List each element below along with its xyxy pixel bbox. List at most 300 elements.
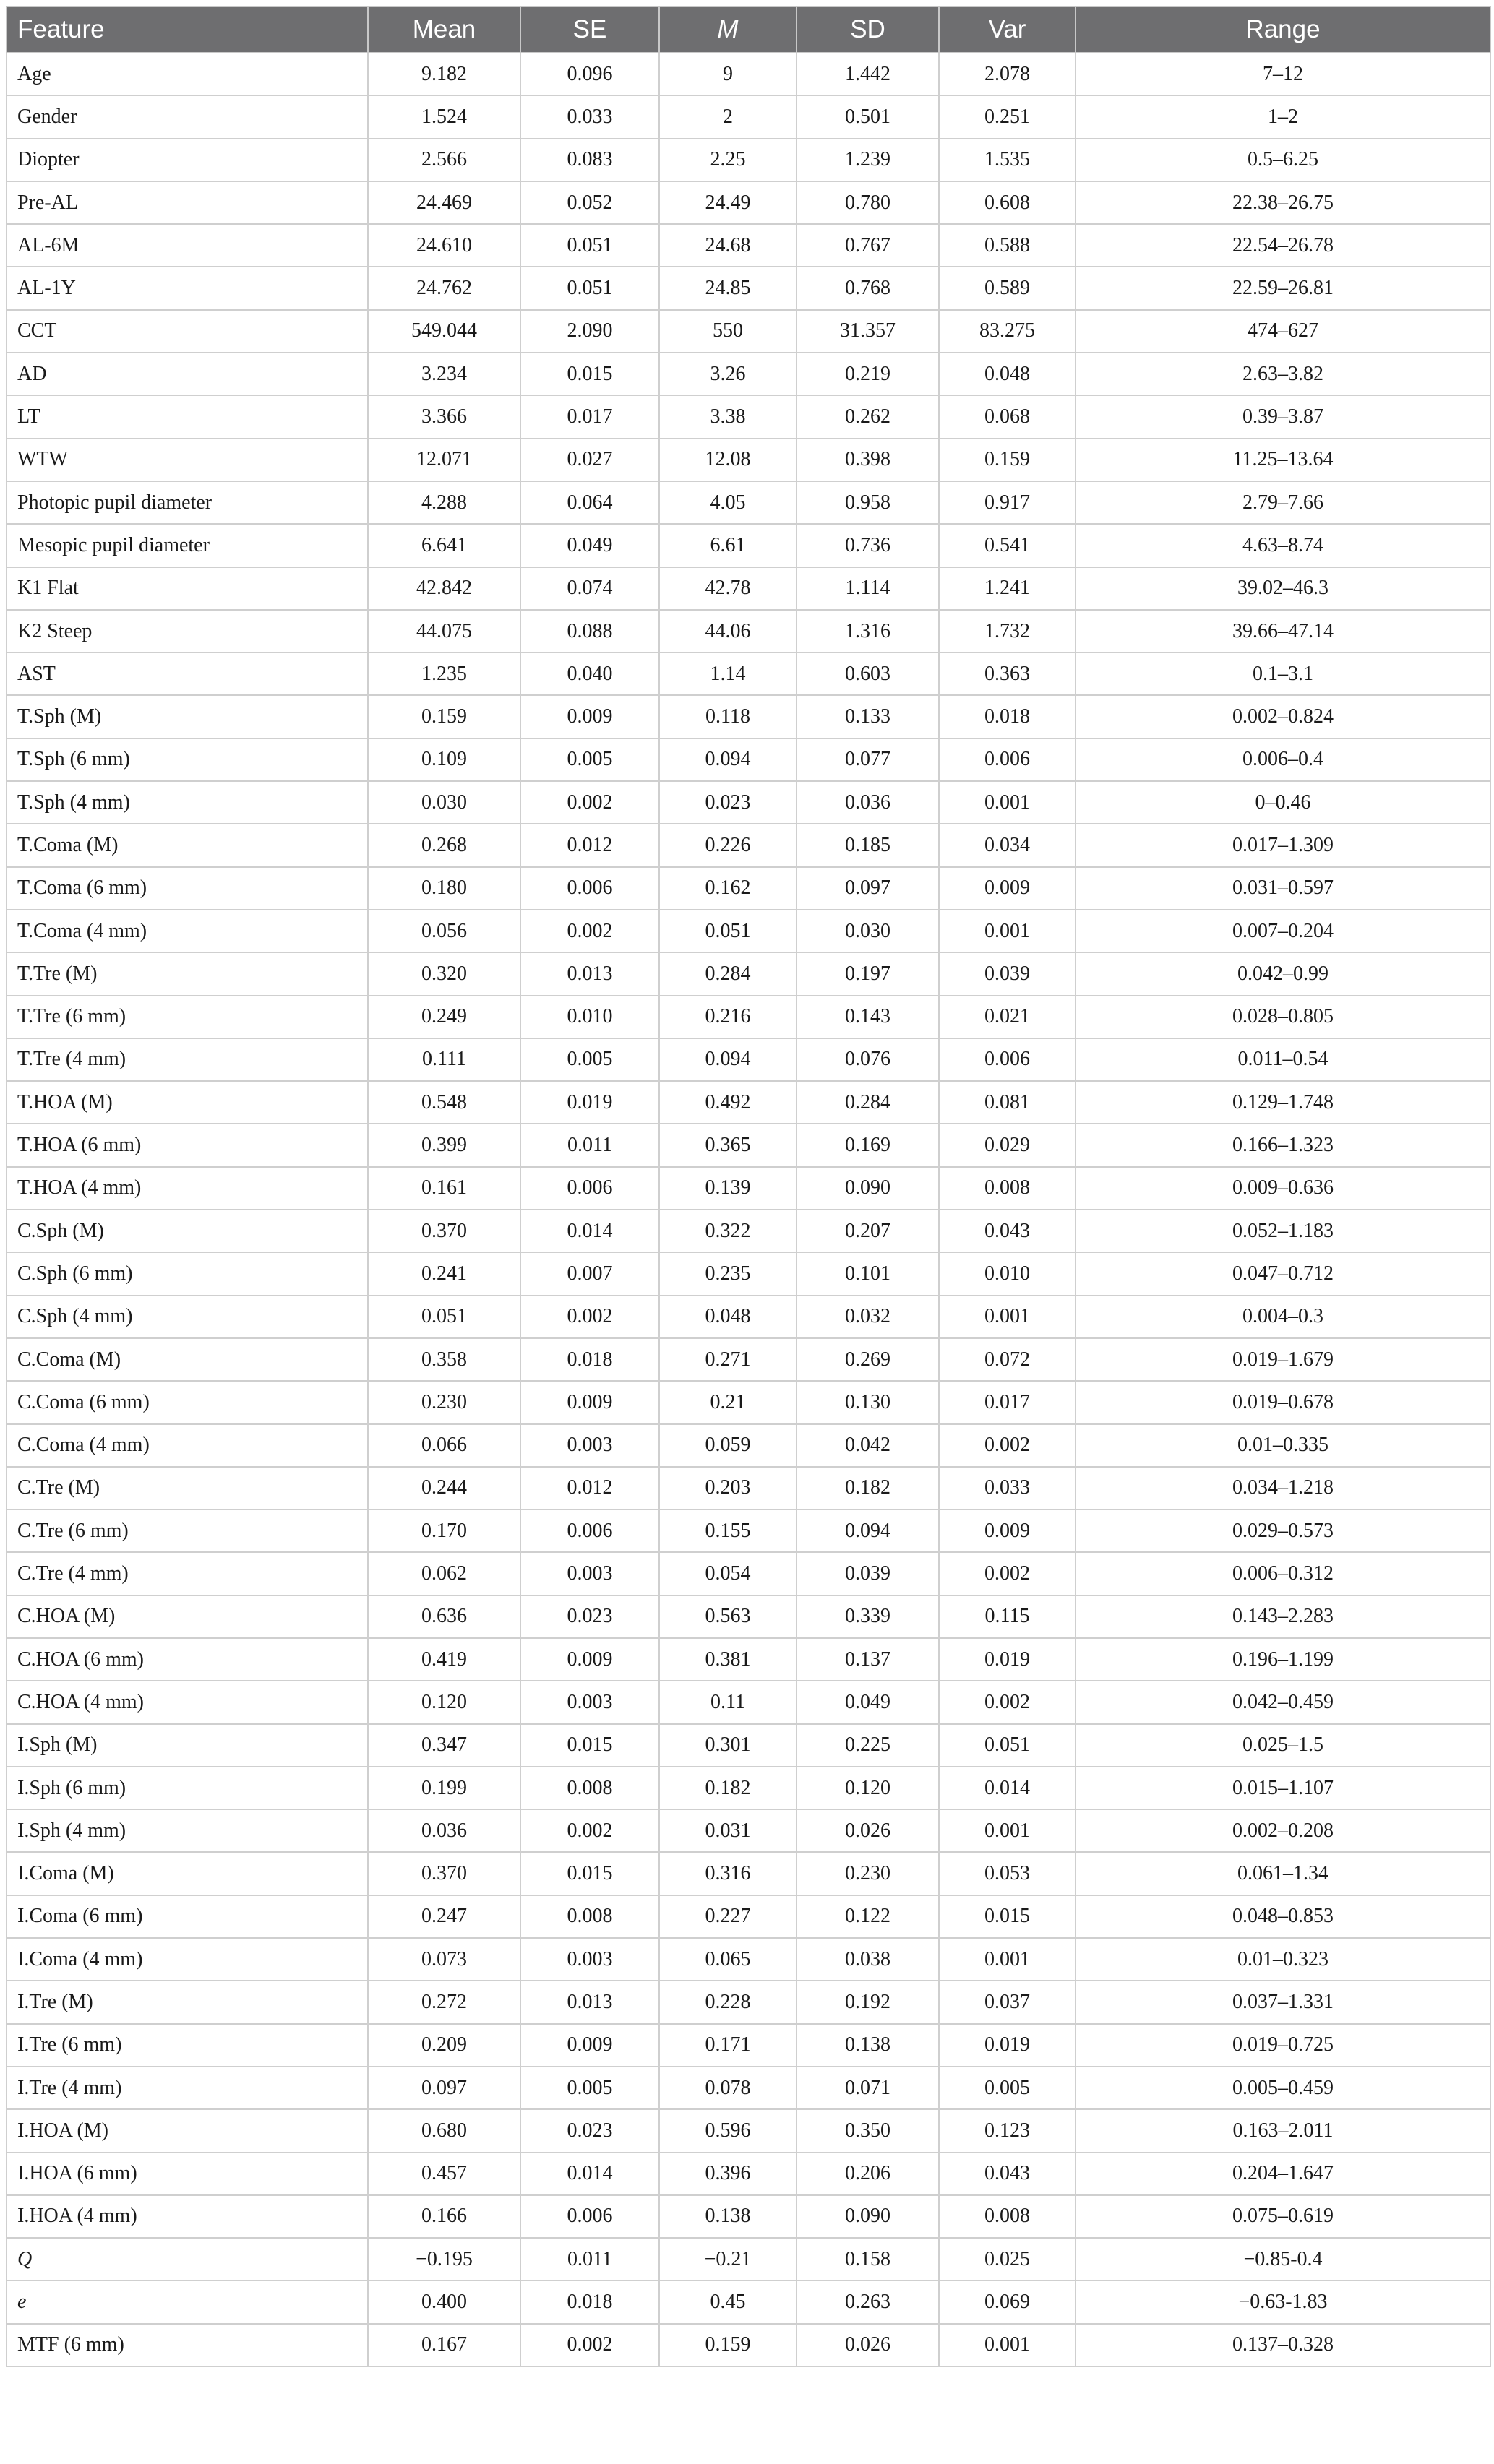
mean-cell: 0.249 <box>368 996 520 1038</box>
median-cell: 0.322 <box>659 1210 797 1252</box>
feature-cell: C.Coma (6 mm) <box>7 1381 368 1423</box>
table-row <box>7 1724 1490 1767</box>
range-cell: 0.009–0.636 <box>1076 1167 1490 1210</box>
var-cell: 0.072 <box>939 1338 1076 1381</box>
se-cell: 0.015 <box>520 353 659 395</box>
range-cell: 0.052–1.183 <box>1076 1210 1490 1252</box>
sd-cell: 0.122 <box>797 1895 939 1938</box>
se-cell: 0.008 <box>520 1895 659 1938</box>
median-cell: 9 <box>659 53 797 95</box>
var-cell: 0.068 <box>939 395 1076 438</box>
var-cell: 0.001 <box>939 1296 1076 1338</box>
median-cell: 0.138 <box>659 2195 797 2238</box>
se-cell: 0.003 <box>520 1552 659 1595</box>
median-cell: 0.396 <box>659 2153 797 2195</box>
mean-cell: 0.419 <box>368 1638 520 1681</box>
feature-cell: C.Sph (M) <box>7 1210 368 1252</box>
mean-cell: 0.111 <box>368 1038 520 1081</box>
mean-cell: 24.762 <box>368 267 520 309</box>
feature-cell: I.HOA (M) <box>7 2109 368 2152</box>
se-cell: 0.006 <box>520 1509 659 1552</box>
range-cell: 0.166–1.323 <box>1076 1124 1490 1166</box>
range-cell: 0.002–0.208 <box>1076 1809 1490 1852</box>
var-cell: 0.010 <box>939 1252 1076 1295</box>
feature-cell: T.HOA (6 mm) <box>7 1124 368 1166</box>
median-cell: 42.78 <box>659 567 797 610</box>
se-cell: 0.005 <box>520 1038 659 1081</box>
se-cell: 0.014 <box>520 2153 659 2195</box>
sd-cell: 0.032 <box>797 1296 939 1338</box>
feature-cell: Mesopic pupil diameter <box>7 524 368 567</box>
sd-cell: 0.026 <box>797 2324 939 2366</box>
median-cell: 0.216 <box>659 996 797 1038</box>
table-row <box>7 1509 1490 1552</box>
median-cell: 0.203 <box>659 1467 797 1509</box>
median-cell: 0.031 <box>659 1809 797 1852</box>
table-row <box>7 1809 1490 1852</box>
median-cell: 12.08 <box>659 439 797 481</box>
range-cell: 0–0.46 <box>1076 781 1490 824</box>
median-cell: 44.06 <box>659 610 797 652</box>
range-cell: 0.006–0.4 <box>1076 738 1490 781</box>
range-cell: −0.63-1.83 <box>1076 2280 1490 2323</box>
feature-cell: K2 Steep <box>7 610 368 652</box>
range-cell: 0.143–2.283 <box>1076 1595 1490 1638</box>
sd-cell: 0.182 <box>797 1467 939 1509</box>
sd-cell: 0.219 <box>797 353 939 395</box>
median-cell: 0.054 <box>659 1552 797 1595</box>
var-cell: 0.006 <box>939 738 1076 781</box>
var-cell: 0.009 <box>939 867 1076 910</box>
table-row <box>7 2324 1490 2366</box>
sd-cell: 1.239 <box>797 139 939 181</box>
sd-cell: 0.398 <box>797 439 939 481</box>
se-cell: 0.040 <box>520 652 659 695</box>
table-row <box>7 824 1490 866</box>
median-cell: 0.21 <box>659 1381 797 1423</box>
sd-cell: 0.101 <box>797 1252 939 1295</box>
var-cell: 0.002 <box>939 1681 1076 1723</box>
range-cell: 0.5–6.25 <box>1076 139 1490 181</box>
mean-cell: −0.195 <box>368 2238 520 2280</box>
range-cell: 22.38–26.75 <box>1076 181 1490 224</box>
se-cell: 0.009 <box>520 2024 659 2067</box>
mean-cell: 0.109 <box>368 738 520 781</box>
table-row <box>7 1167 1490 1210</box>
table-body <box>7 53 1490 2366</box>
sd-cell: 0.767 <box>797 224 939 267</box>
table-row <box>7 610 1490 652</box>
range-cell: 39.66–47.14 <box>1076 610 1490 652</box>
header-var: Var <box>939 7 1076 53</box>
table-row <box>7 1467 1490 1509</box>
table-header <box>7 7 1490 53</box>
se-cell: 0.012 <box>520 1467 659 1509</box>
sd-cell: 0.603 <box>797 652 939 695</box>
var-cell: 0.008 <box>939 1167 1076 1210</box>
table-row <box>7 652 1490 695</box>
var-cell: 0.251 <box>939 95 1076 138</box>
se-cell: 0.006 <box>520 867 659 910</box>
header-sd: SD <box>797 7 939 53</box>
median-cell: 0.162 <box>659 867 797 910</box>
median-cell: 0.45 <box>659 2280 797 2323</box>
range-cell: 0.028–0.805 <box>1076 996 1490 1038</box>
median-cell: 0.159 <box>659 2324 797 2366</box>
table-row <box>7 2109 1490 2152</box>
var-cell: 0.039 <box>939 952 1076 995</box>
sd-cell: 0.138 <box>797 2024 939 2067</box>
sd-cell: 0.042 <box>797 1424 939 1467</box>
feature-cell: LT <box>7 395 368 438</box>
feature-cell: T.Sph (4 mm) <box>7 781 368 824</box>
table-row <box>7 2067 1490 2109</box>
var-cell: 0.001 <box>939 1809 1076 1852</box>
se-cell: 2.090 <box>520 310 659 353</box>
table-row <box>7 395 1490 438</box>
header-mean: Mean <box>368 7 520 53</box>
table-row <box>7 1681 1490 1723</box>
mean-cell: 0.230 <box>368 1381 520 1423</box>
median-cell: 0.139 <box>659 1167 797 1210</box>
mean-cell: 4.288 <box>368 481 520 524</box>
median-cell: 3.26 <box>659 353 797 395</box>
sd-cell: 0.230 <box>797 1852 939 1895</box>
range-cell: 0.39–3.87 <box>1076 395 1490 438</box>
range-cell: 0.004–0.3 <box>1076 1296 1490 1338</box>
feature-cell: T.HOA (M) <box>7 1081 368 1124</box>
feature-cell: I.Coma (4 mm) <box>7 1938 368 1981</box>
feature-cell: I.Coma (6 mm) <box>7 1895 368 1938</box>
median-cell: 0.094 <box>659 1038 797 1081</box>
mean-cell: 0.347 <box>368 1724 520 1767</box>
range-cell: 0.042–0.459 <box>1076 1681 1490 1723</box>
table-row <box>7 781 1490 824</box>
range-cell: 0.031–0.597 <box>1076 867 1490 910</box>
feature-cell: AL-1Y <box>7 267 368 309</box>
median-cell: 24.68 <box>659 224 797 267</box>
median-cell: 0.065 <box>659 1938 797 1981</box>
range-cell: 39.02–46.3 <box>1076 567 1490 610</box>
mean-cell: 0.073 <box>368 1938 520 1981</box>
se-cell: 0.019 <box>520 1081 659 1124</box>
table-row <box>7 2153 1490 2195</box>
sd-cell: 0.076 <box>797 1038 939 1081</box>
table-row <box>7 439 1490 481</box>
se-cell: 0.002 <box>520 1296 659 1338</box>
median-cell: 2.25 <box>659 139 797 181</box>
sd-cell: 0.120 <box>797 1767 939 1809</box>
feature-cell: I.Coma (M) <box>7 1852 368 1895</box>
mean-cell: 2.566 <box>368 139 520 181</box>
se-cell: 0.005 <box>520 738 659 781</box>
se-cell: 0.003 <box>520 1938 659 1981</box>
var-cell: 0.081 <box>939 1081 1076 1124</box>
se-cell: 0.074 <box>520 567 659 610</box>
table-row <box>7 567 1490 610</box>
range-cell: 22.59–26.81 <box>1076 267 1490 309</box>
range-cell: 0.01–0.335 <box>1076 1424 1490 1467</box>
se-cell: 0.002 <box>520 781 659 824</box>
var-cell: 0.001 <box>939 1938 1076 1981</box>
feature-cell: C.Tre (6 mm) <box>7 1509 368 1552</box>
table-row <box>7 2280 1490 2323</box>
sd-cell: 0.039 <box>797 1552 939 1595</box>
sd-cell: 1.114 <box>797 567 939 610</box>
se-cell: 0.005 <box>520 2067 659 2109</box>
table-row <box>7 1081 1490 1124</box>
se-cell: 0.018 <box>520 1338 659 1381</box>
table-row <box>7 310 1490 353</box>
feature-cell: T.Coma (M) <box>7 824 368 866</box>
median-cell: 1.14 <box>659 652 797 695</box>
var-cell: 83.275 <box>939 310 1076 353</box>
median-cell: 0.284 <box>659 952 797 995</box>
var-cell: 0.021 <box>939 996 1076 1038</box>
se-cell: 0.014 <box>520 1210 659 1252</box>
median-cell: 0.492 <box>659 1081 797 1124</box>
var-cell: 0.019 <box>939 1638 1076 1681</box>
feature-cell: I.Tre (4 mm) <box>7 2067 368 2109</box>
median-cell: 550 <box>659 310 797 353</box>
range-cell: −0.85-0.4 <box>1076 2238 1490 2280</box>
sd-cell: 0.501 <box>797 95 939 138</box>
range-cell: 0.042–0.99 <box>1076 952 1490 995</box>
mean-cell: 0.030 <box>368 781 520 824</box>
var-cell: 0.005 <box>939 2067 1076 2109</box>
mean-cell: 0.548 <box>368 1081 520 1124</box>
se-cell: 0.023 <box>520 2109 659 2152</box>
var-cell: 2.078 <box>939 53 1076 95</box>
range-cell: 0.01–0.323 <box>1076 1938 1490 1981</box>
var-cell: 0.017 <box>939 1381 1076 1423</box>
table-row <box>7 139 1490 181</box>
sd-cell: 0.185 <box>797 824 939 866</box>
var-cell: 0.043 <box>939 2153 1076 2195</box>
var-cell: 0.014 <box>939 1767 1076 1809</box>
var-cell: 0.006 <box>939 1038 1076 1081</box>
var-cell: 0.008 <box>939 2195 1076 2238</box>
se-cell: 0.002 <box>520 910 659 952</box>
feature-cell: AST <box>7 652 368 695</box>
var-cell: 1.732 <box>939 610 1076 652</box>
mean-cell: 6.641 <box>368 524 520 567</box>
sd-cell: 0.262 <box>797 395 939 438</box>
mean-cell: 0.120 <box>368 1681 520 1723</box>
median-cell: 6.61 <box>659 524 797 567</box>
var-cell: 0.048 <box>939 353 1076 395</box>
var-cell: 0.115 <box>939 1595 1076 1638</box>
table-row <box>7 181 1490 224</box>
sd-cell: 0.049 <box>797 1681 939 1723</box>
var-cell: 0.589 <box>939 267 1076 309</box>
range-cell: 2.79–7.66 <box>1076 481 1490 524</box>
mean-cell: 3.366 <box>368 395 520 438</box>
var-cell: 1.535 <box>939 139 1076 181</box>
table-row <box>7 1424 1490 1467</box>
sd-cell: 0.036 <box>797 781 939 824</box>
se-cell: 0.015 <box>520 1852 659 1895</box>
feature-cell: Photopic pupil diameter <box>7 481 368 524</box>
feature-cell: I.Tre (6 mm) <box>7 2024 368 2067</box>
median-cell: 3.38 <box>659 395 797 438</box>
range-cell: 0.061–1.34 <box>1076 1852 1490 1895</box>
mean-cell: 0.268 <box>368 824 520 866</box>
feature-cell: T.Sph (M) <box>7 695 368 738</box>
range-cell: 0.005–0.459 <box>1076 2067 1490 2109</box>
table-row <box>7 481 1490 524</box>
sd-cell: 1.442 <box>797 53 939 95</box>
se-cell: 0.002 <box>520 1809 659 1852</box>
median-cell: 4.05 <box>659 481 797 524</box>
mean-cell: 44.075 <box>368 610 520 652</box>
var-cell: 0.019 <box>939 2024 1076 2067</box>
se-cell: 0.052 <box>520 181 659 224</box>
median-cell: 0.271 <box>659 1338 797 1381</box>
sd-cell: 0.077 <box>797 738 939 781</box>
median-cell: 24.85 <box>659 267 797 309</box>
header-se: SE <box>520 7 659 53</box>
se-cell: 0.002 <box>520 2324 659 2366</box>
feature-cell: I.Sph (M) <box>7 1724 368 1767</box>
table-row <box>7 1552 1490 1595</box>
var-cell: 0.037 <box>939 1981 1076 2023</box>
range-cell: 0.037–1.331 <box>1076 1981 1490 2023</box>
range-cell: 7–12 <box>1076 53 1490 95</box>
median-cell: 0.078 <box>659 2067 797 2109</box>
median-cell: 2 <box>659 95 797 138</box>
table-row <box>7 910 1490 952</box>
table-row <box>7 1210 1490 1252</box>
sd-cell: 0.958 <box>797 481 939 524</box>
table-row <box>7 738 1490 781</box>
mean-cell: 0.166 <box>368 2195 520 2238</box>
table-row <box>7 95 1490 138</box>
feature-cell: Gender <box>7 95 368 138</box>
sd-cell: 0.736 <box>797 524 939 567</box>
se-cell: 0.010 <box>520 996 659 1038</box>
mean-cell: 0.159 <box>368 695 520 738</box>
var-cell: 0.053 <box>939 1852 1076 1895</box>
var-cell: 0.034 <box>939 824 1076 866</box>
median-cell: 0.11 <box>659 1681 797 1723</box>
table-row <box>7 1296 1490 1338</box>
feature-cell: C.Coma (M) <box>7 1338 368 1381</box>
median-cell: 0.048 <box>659 1296 797 1338</box>
mean-cell: 1.235 <box>368 652 520 695</box>
sd-cell: 0.038 <box>797 1938 939 1981</box>
sd-cell: 1.316 <box>797 610 939 652</box>
range-cell: 0.029–0.573 <box>1076 1509 1490 1552</box>
sd-cell: 0.350 <box>797 2109 939 2152</box>
var-cell: 0.033 <box>939 1467 1076 1509</box>
mean-cell: 0.399 <box>368 1124 520 1166</box>
header-row <box>7 7 1490 53</box>
feature-cell: T.Tre (6 mm) <box>7 996 368 1038</box>
mean-cell: 549.044 <box>368 310 520 353</box>
feature-cell: K1 Flat <box>7 567 368 610</box>
table-row <box>7 695 1490 738</box>
range-cell: 4.63–8.74 <box>1076 524 1490 567</box>
feature-cell: I.Sph (4 mm) <box>7 1809 368 1852</box>
median-cell: 0.381 <box>659 1638 797 1681</box>
median-cell: 0.023 <box>659 781 797 824</box>
var-cell: 0.001 <box>939 781 1076 824</box>
sd-cell: 0.192 <box>797 1981 939 2023</box>
range-cell: 22.54–26.78 <box>1076 224 1490 267</box>
se-cell: 0.096 <box>520 53 659 95</box>
feature-cell: AD <box>7 353 368 395</box>
table-row <box>7 1038 1490 1081</box>
sd-cell: 0.169 <box>797 1124 939 1166</box>
var-cell: 0.001 <box>939 910 1076 952</box>
median-cell: −0.21 <box>659 2238 797 2280</box>
table-row <box>7 1252 1490 1295</box>
mean-cell: 0.400 <box>368 2280 520 2323</box>
sd-cell: 0.090 <box>797 1167 939 1210</box>
median-cell: 0.118 <box>659 695 797 738</box>
sd-cell: 0.768 <box>797 267 939 309</box>
table-row <box>7 1895 1490 1938</box>
table-row <box>7 2024 1490 2067</box>
se-cell: 0.003 <box>520 1681 659 1723</box>
range-cell: 0.025–1.5 <box>1076 1724 1490 1767</box>
var-cell: 0.363 <box>939 652 1076 695</box>
se-cell: 0.023 <box>520 1595 659 1638</box>
se-cell: 0.006 <box>520 1167 659 1210</box>
header-median: M <box>659 7 797 53</box>
table-row <box>7 867 1490 910</box>
se-cell: 0.027 <box>520 439 659 481</box>
feature-cell: e <box>7 2280 368 2323</box>
sd-cell: 0.197 <box>797 952 939 995</box>
feature-cell: T.Tre (M) <box>7 952 368 995</box>
se-cell: 0.008 <box>520 1767 659 1809</box>
header-range: Range <box>1076 7 1490 53</box>
mean-cell: 0.241 <box>368 1252 520 1295</box>
mean-cell: 0.170 <box>368 1509 520 1552</box>
sd-cell: 0.030 <box>797 910 939 952</box>
se-cell: 0.017 <box>520 395 659 438</box>
se-cell: 0.007 <box>520 1252 659 1295</box>
mean-cell: 0.370 <box>368 1210 520 1252</box>
sd-cell: 0.158 <box>797 2238 939 2280</box>
table-row <box>7 1381 1490 1423</box>
table-row <box>7 224 1490 267</box>
var-cell: 0.015 <box>939 1895 1076 1938</box>
median-cell: 24.49 <box>659 181 797 224</box>
table-row <box>7 1767 1490 1809</box>
se-cell: 0.013 <box>520 1981 659 2023</box>
feature-cell: T.Coma (4 mm) <box>7 910 368 952</box>
mean-cell: 0.167 <box>368 2324 520 2366</box>
median-cell: 0.182 <box>659 1767 797 1809</box>
table-row <box>7 353 1490 395</box>
median-cell: 0.171 <box>659 2024 797 2067</box>
range-cell: 0.075–0.619 <box>1076 2195 1490 2238</box>
mean-cell: 0.056 <box>368 910 520 952</box>
median-cell: 0.226 <box>659 824 797 866</box>
range-cell: 0.015–1.107 <box>1076 1767 1490 1809</box>
feature-cell: Pre-AL <box>7 181 368 224</box>
range-cell: 0.1–3.1 <box>1076 652 1490 695</box>
mean-cell: 0.244 <box>368 1467 520 1509</box>
mean-cell: 0.358 <box>368 1338 520 1381</box>
se-cell: 0.083 <box>520 139 659 181</box>
feature-cell: Age <box>7 53 368 95</box>
range-cell: 0.017–1.309 <box>1076 824 1490 866</box>
median-cell: 0.563 <box>659 1595 797 1638</box>
